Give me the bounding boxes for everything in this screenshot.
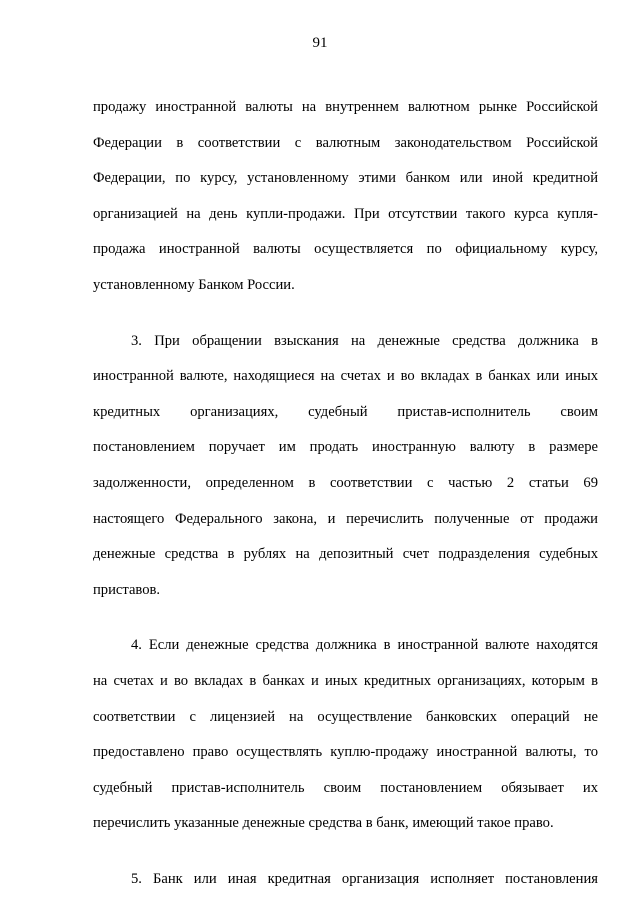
paragraph (93, 628, 598, 842)
text-line: 3. При обращении взыскания на денежные средства должника в (131, 332, 598, 349)
text-line: продажу иностранной валюты на внутреннем валютном рынке Российской (93, 99, 598, 115)
text-line: перечислить указанные денежные средства в банк, имеющий такое право. (93, 815, 554, 832)
text-line: на счетах и во вкладах в банках и иных кредитных организациях, которым в (93, 672, 598, 689)
text-line: постановлением поручает им продать иностранную валюту в размере (93, 439, 598, 456)
text-line: настоящего Федерального закона, и перечислить полученные от продажи (93, 510, 598, 527)
text-line: организацией на день купли-продажи. При отсутствии такого курса купля- (93, 205, 598, 222)
text-line: 4. Если денежные средства должника в иностранной валюте находятся (131, 637, 598, 654)
paragraph (93, 862, 598, 898)
text-line: денежные средства в рублях на депозитный счет подразделения судебных (93, 546, 598, 563)
text-line: 5. Банк или иная кредитная организация исполняет постановления (131, 870, 598, 887)
paragraph-gap (93, 304, 598, 324)
paragraph (93, 324, 598, 609)
text-line: предоставлено право осуществлять куплю-продажу иностранной валюты, то (93, 744, 598, 761)
paragraph-gap (93, 842, 598, 862)
text-line: Федерации, по курсу, установленному этими банком или иной кредитной (93, 170, 598, 187)
text-line: судебный пристав-исполнитель своим постановлением обязывает их (93, 779, 598, 796)
text-line: иностранной валюте, находящиеся на счетах и во вкладах в банках или иных (93, 368, 598, 385)
text-line: кредитных организациях, судебный пристав-исполнитель своим (93, 403, 598, 420)
text-line: задолженности, определенном в соответствии с частью 2 статьи 69 (93, 474, 598, 491)
paragraph (93, 90, 598, 304)
text-line: установленному Банком России. (93, 276, 295, 293)
text-line: Федерации в соответствии с валютным законодательством Российской (93, 134, 598, 151)
document-body (93, 90, 598, 897)
text-line: продажа иностранной валюты осуществляется по официальному курсу, (93, 241, 598, 258)
page-number: 91 (312, 35, 328, 51)
paragraph-gap (93, 608, 598, 628)
text-line: соответствии с лицензией на осуществление банковских операций не (93, 708, 598, 725)
text-line: приставов. (93, 581, 161, 598)
